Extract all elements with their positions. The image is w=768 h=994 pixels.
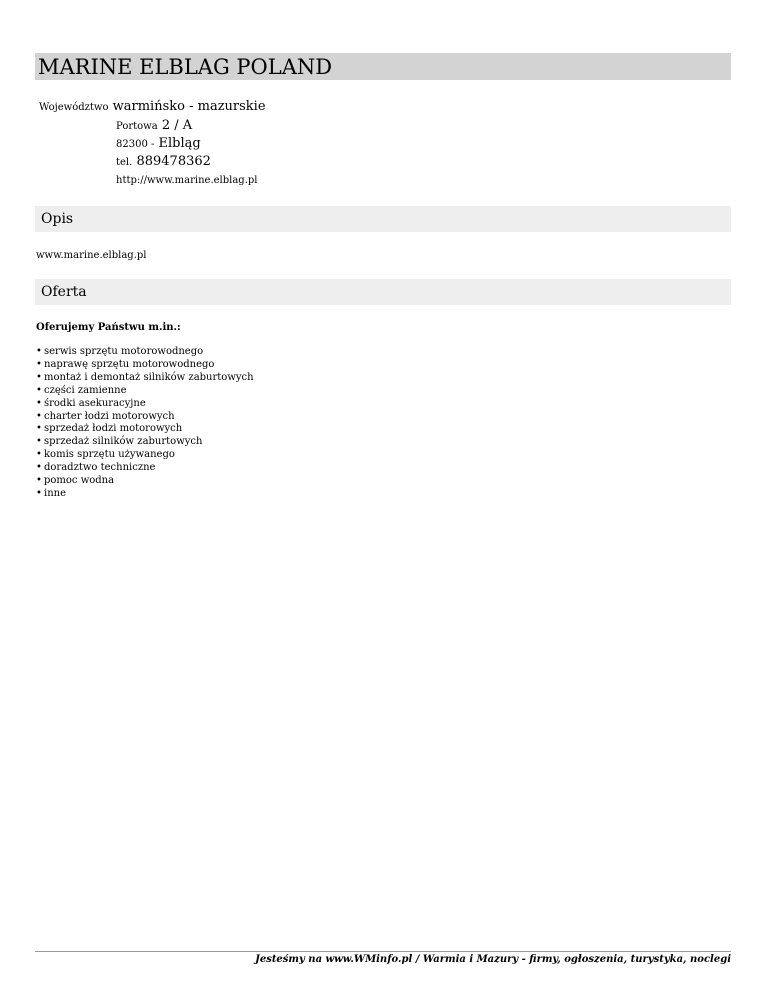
offer-item-text: montaż i demontaż silników zaburtowych — [44, 371, 254, 383]
description-heading: Opis — [41, 211, 74, 227]
offer-list — [36, 346, 254, 501]
city-name: Elbląg — [158, 136, 201, 151]
offer-intro: Oferujemy Państwu m.in.: — [36, 322, 181, 333]
city-row — [116, 136, 201, 153]
website-link[interactable]: http://www.marine.elblag.pl — [116, 175, 258, 186]
list-item — [36, 398, 254, 411]
offer-item-text: części zamienne — [44, 384, 127, 396]
list-item — [36, 449, 254, 462]
company-name: MARINE ELBLAG POLAND — [38, 55, 333, 79]
offer-heading: Oferta — [41, 284, 87, 300]
list-item — [36, 488, 254, 501]
bullet-icon: • — [36, 449, 42, 461]
footer-text: Jesteśmy na www.WMinfo.pl / Warmia i Mazury - firmy, ogłoszenia, turystyka, noclegi — [255, 954, 731, 965]
bullet-icon: • — [36, 397, 42, 409]
offer-item-text: środki asekuracyjne — [44, 397, 146, 409]
street-row — [116, 118, 192, 135]
street-label: Portowa — [116, 121, 158, 132]
bullet-icon: • — [36, 436, 42, 448]
offer-item-text: charter łodzi motorowych — [44, 410, 175, 422]
company-title-bar — [35, 53, 731, 80]
street-value: 2 / A — [161, 118, 193, 133]
offer-item-text: inne — [44, 487, 66, 499]
bullet-icon: • — [36, 410, 42, 422]
list-item — [36, 411, 254, 424]
description-text: www.marine.elblag.pl — [36, 250, 147, 261]
list-item — [36, 475, 254, 488]
bullet-icon: • — [36, 371, 42, 383]
footer-divider — [35, 951, 731, 952]
phone-value: 889478362 — [136, 154, 211, 169]
offer-item-text: naprawę sprzętu motorowodnego — [44, 358, 215, 370]
bullet-icon: • — [36, 462, 42, 474]
region-label: Województwo — [39, 102, 109, 113]
list-item — [36, 359, 254, 372]
offer-section-header — [35, 279, 731, 305]
list-item — [36, 436, 254, 449]
region-value: warmińsko - mazurskie — [112, 99, 266, 114]
offer-item-text: sprzedaż łodzi motorowych — [44, 423, 183, 435]
bullet-icon: • — [36, 358, 42, 370]
bullet-icon: • — [36, 346, 42, 357]
list-item — [36, 385, 254, 398]
bullet-icon: • — [36, 475, 42, 487]
offer-item-text: pomoc wodna — [44, 475, 115, 487]
bullet-icon: • — [36, 487, 42, 499]
list-item — [36, 346, 254, 359]
bullet-icon: • — [36, 384, 42, 396]
list-item — [36, 423, 254, 436]
list-item — [36, 462, 254, 475]
phone-row — [116, 154, 211, 171]
offer-item-text: komis sprzętu używanego — [44, 449, 175, 461]
phone-label: tel. — [116, 157, 133, 168]
bullet-icon: • — [36, 423, 42, 435]
region-row — [39, 99, 266, 116]
offer-item-text: doradztwo techniczne — [44, 462, 156, 474]
list-item — [36, 372, 254, 385]
offer-item-text: sprzedaż silników zaburtowych — [44, 436, 203, 448]
offer-item-text: serwis sprzętu motorowodnego — [44, 346, 204, 357]
description-section-header — [35, 206, 731, 232]
postal-code: 82300 - — [116, 139, 155, 150]
